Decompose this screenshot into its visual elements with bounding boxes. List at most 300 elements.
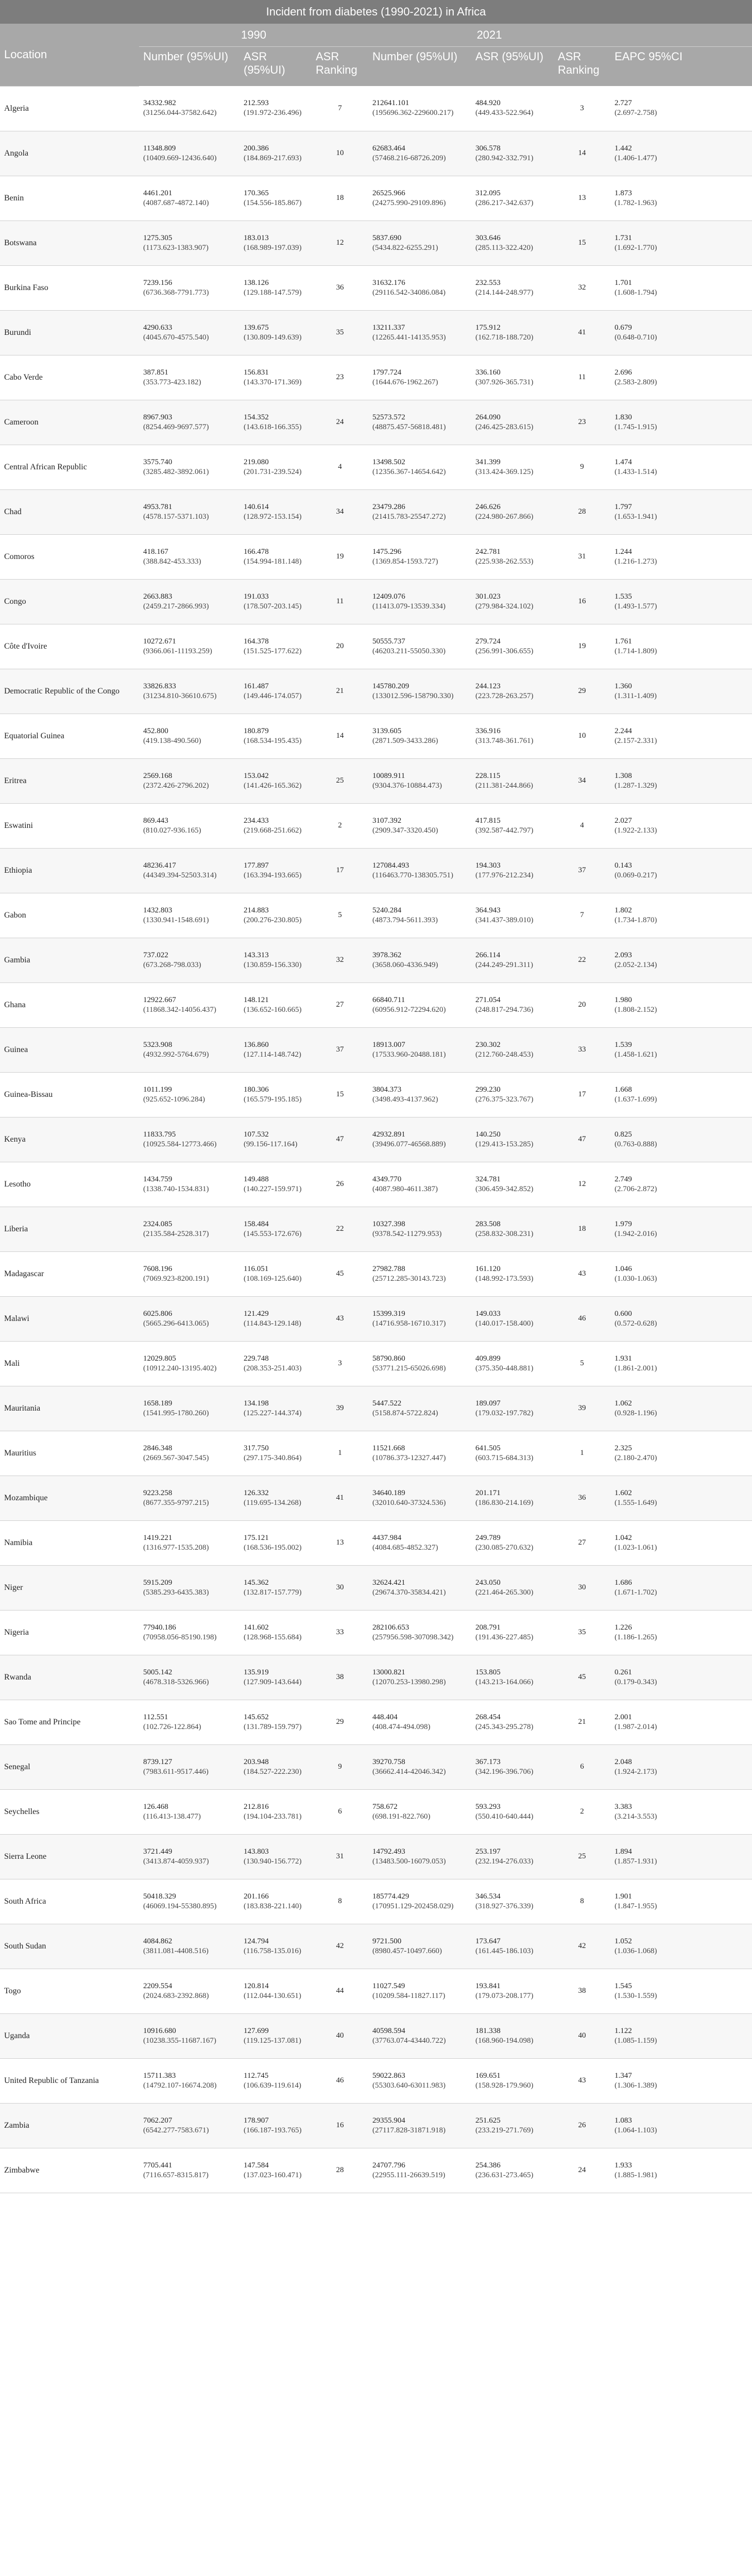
- cell-asr-ranking-1990-value: 3: [338, 1359, 342, 1367]
- cell-number-1990-value: 869.443: [143, 816, 168, 825]
- cell-number-1990-value: 737.022: [143, 951, 168, 959]
- cell-number-1990-ci: (2372.426-2796.202): [143, 781, 209, 790]
- cell-eapc-ci: (1.847-1.955): [614, 1902, 657, 1910]
- cell-asr-ranking-2021-value: 37: [578, 866, 586, 874]
- cell-number-1990: [139, 848, 240, 893]
- cell-asr-2021-ci: (280.942-332.791): [475, 154, 534, 162]
- cell-eapc-value: 1.360: [614, 682, 632, 690]
- cell-eapc-ci: (1.653-1.941): [614, 512, 657, 521]
- cell-eapc-ci: (3.214-3.553): [614, 1812, 657, 1821]
- cell-location-value: Sao Tome and Principe: [4, 1718, 81, 1726]
- cell-number-1990-value: 3575.740: [143, 457, 173, 466]
- cell-asr-1990: [240, 1027, 312, 1072]
- cell-number-2021-ci: (21415.783-25547.272): [372, 512, 446, 521]
- cell-asr-ranking-1990: [312, 221, 368, 265]
- cell-number-2021: [368, 1744, 471, 1789]
- cell-number-2021: [368, 131, 471, 176]
- cell-eapc: [610, 1655, 752, 1700]
- cell-asr-1990-ci: (168.536-195.002): [244, 1543, 302, 1552]
- table-row: [0, 893, 752, 938]
- cell-asr-2021: [471, 1924, 554, 1969]
- cell-asr-2021: [471, 265, 554, 310]
- cell-number-2021: [368, 1476, 471, 1520]
- cell-location-value: Seychelles: [4, 1807, 40, 1816]
- cell-asr-ranking-2021-value: 32: [578, 283, 586, 292]
- cell-number-2021-ci: (9304.376-10884.473): [372, 781, 442, 790]
- cell-number-1990: [139, 758, 240, 803]
- cell-asr-ranking-2021: [554, 848, 610, 893]
- table-row: [0, 1207, 752, 1251]
- cell-asr-ranking-2021: [554, 1655, 610, 1700]
- cell-asr-ranking-2021-value: 5: [580, 1359, 584, 1367]
- cell-location: [0, 803, 139, 848]
- cell-asr-ranking-1990: [312, 1879, 368, 1924]
- cell-asr-1990-value: 191.033: [244, 592, 269, 601]
- cell-asr-2021: [471, 758, 554, 803]
- cell-number-1990: [139, 1296, 240, 1341]
- cell-asr-1990-value: 183.013: [244, 233, 269, 242]
- cell-location: [0, 1924, 139, 1969]
- cell-eapc: [610, 1251, 752, 1296]
- cell-asr-ranking-2021-value: 24: [578, 2166, 586, 2174]
- cell-number-2021-value: 1475.296: [372, 547, 402, 556]
- cell-asr-2021: [471, 848, 554, 893]
- cell-eapc: [610, 176, 752, 221]
- cell-asr-2021-value: 253.197: [475, 1847, 501, 1856]
- cell-location-value: Democratic Republic of the Congo: [4, 687, 119, 696]
- cell-asr-ranking-2021-value: 31: [578, 552, 586, 561]
- cell-asr-2021-ci: (129.413-153.285): [475, 1140, 534, 1148]
- cell-asr-1990-ci: (106.639-119.614): [244, 2081, 301, 2090]
- cell-asr-2021: [471, 938, 554, 982]
- cell-location-value: Gambia: [4, 956, 30, 964]
- cell-number-1990: [139, 2148, 240, 2193]
- cell-asr-1990-ci: (145.553-172.676): [244, 1229, 302, 1238]
- cell-asr-2021-ci: (236.631-273.465): [475, 2171, 534, 2179]
- cell-number-1990-ci: (3413.874-4059.937): [143, 1857, 209, 1866]
- cell-number-1990: [139, 1834, 240, 1879]
- cell-asr-ranking-1990: [312, 400, 368, 445]
- cell-asr-2021-value: 193.841: [475, 1981, 501, 1990]
- cell-asr-ranking-1990-value: 7: [338, 104, 342, 112]
- cell-asr-1990-value: 107.532: [244, 1130, 269, 1139]
- header-1990: 1990: [139, 24, 368, 47]
- cell-asr-1990-value: 143.803: [244, 1847, 269, 1856]
- cell-number-1990-value: 15711.383: [143, 2071, 176, 2080]
- cell-asr-2021-value: 346.534: [475, 1892, 501, 1901]
- cell-asr-ranking-2021: [554, 1296, 610, 1341]
- cell-number-1990-ci: (673.268-798.033): [143, 960, 201, 969]
- cell-asr-2021: [471, 1251, 554, 1296]
- cell-number-1990: [139, 310, 240, 355]
- cell-number-2021-ci: (4873.794-5611.393): [372, 916, 438, 924]
- cell-number-1990-value: 12922.667: [143, 995, 176, 1004]
- cell-asr-ranking-2021: [554, 669, 610, 714]
- cell-asr-2021-value: 161.120: [475, 1264, 501, 1273]
- table-row: [0, 86, 752, 131]
- cell-asr-ranking-2021-value: 16: [578, 597, 586, 605]
- cell-asr-1990-ci: (200.276-230.805): [244, 916, 302, 924]
- cell-eapc: [610, 310, 752, 355]
- cell-location-value: Guinea-Bissau: [4, 1090, 53, 1099]
- cell-eapc: [610, 579, 752, 624]
- cell-eapc-ci: (1.861-2.001): [614, 1364, 657, 1372]
- cell-number-1990-value: 4084.862: [143, 1937, 173, 1945]
- cell-asr-1990-ci: (136.652-160.665): [244, 1005, 302, 1014]
- cell-number-1990: [139, 400, 240, 445]
- cell-asr-2021: [471, 624, 554, 669]
- cell-number-2021: [368, 221, 471, 265]
- cell-asr-2021: [471, 1117, 554, 1162]
- cell-asr-ranking-1990: [312, 2148, 368, 2193]
- cell-asr-2021: [471, 1655, 554, 1700]
- cell-number-2021-value: 66840.711: [372, 995, 405, 1004]
- cell-asr-ranking-1990: [312, 489, 368, 534]
- cell-asr-2021: [471, 355, 554, 400]
- cell-number-2021: [368, 982, 471, 1027]
- cell-number-2021: [368, 714, 471, 758]
- cell-asr-1990-ci: (297.175-340.864): [244, 1453, 302, 1462]
- cell-number-2021: [368, 86, 471, 131]
- cell-eapc-value: 2.001: [614, 1713, 632, 1721]
- cell-location-value: Congo: [4, 597, 26, 606]
- cell-number-2021-ci: (17533.960-20488.181): [372, 1050, 446, 1059]
- cell-asr-ranking-2021-value: 47: [578, 1135, 586, 1143]
- cell-number-2021: [368, 1162, 471, 1207]
- cell-number-1990-ci: (9366.061-11193.259): [143, 647, 212, 655]
- cell-number-1990: [139, 2103, 240, 2148]
- cell-number-1990-value: 112.551: [143, 1713, 168, 1721]
- header-eapc: EAPC 95%CI: [610, 47, 752, 87]
- cell-asr-2021-value: 303.646: [475, 233, 501, 242]
- cell-asr-1990-value: 219.080: [244, 457, 269, 466]
- cell-asr-ranking-1990-value: 1: [338, 1449, 342, 1457]
- cell-asr-ranking-1990: [312, 2058, 368, 2103]
- cell-asr-1990: [240, 1476, 312, 1520]
- cell-asr-2021-value: 249.789: [475, 1533, 501, 1542]
- cell-eapc-value: 1.701: [614, 278, 632, 287]
- cell-asr-ranking-2021: [554, 1476, 610, 1520]
- cell-number-2021: [368, 1924, 471, 1969]
- cell-number-1990-ci: (6736.368-7791.773): [143, 288, 209, 297]
- cell-eapc: [610, 1969, 752, 2013]
- cell-asr-1990-ci: (151.525-177.622): [244, 647, 302, 655]
- cell-number-1990-value: 10916.680: [143, 2026, 176, 2035]
- cell-number-2021: [368, 1207, 471, 1251]
- cell-asr-ranking-1990-value: 15: [336, 1090, 344, 1098]
- cell-asr-1990: [240, 131, 312, 176]
- cell-eapc-ci: (1.608-1.794): [614, 288, 657, 297]
- cell-number-2021-value: 127084.493: [372, 861, 409, 870]
- cell-asr-2021-ci: (212.760-248.453): [475, 1050, 534, 1059]
- cell-eapc: [610, 2058, 752, 2103]
- cell-asr-1990: [240, 2148, 312, 2193]
- cell-asr-ranking-2021: [554, 1565, 610, 1610]
- cell-number-1990-ci: (4678.318-5326.966): [143, 1677, 209, 1686]
- cell-number-1990-value: 48236.417: [143, 861, 176, 870]
- cell-number-1990-value: 5005.142: [143, 1668, 173, 1676]
- cell-number-2021-ci: (5158.874-5722.824): [372, 1409, 438, 1417]
- cell-number-2021-ci: (36662.414-42046.342): [372, 1767, 446, 1776]
- cell-asr-1990-value: 170.365: [244, 189, 269, 197]
- cell-eapc-value: 1.442: [614, 144, 632, 152]
- cell-asr-2021-ci: (221.464-265.300): [475, 1588, 534, 1597]
- cell-asr-2021-value: 228.115: [475, 771, 501, 780]
- cell-eapc: [610, 893, 752, 938]
- cell-asr-ranking-1990-value: 44: [336, 1987, 344, 1995]
- table-row: [0, 669, 752, 714]
- cell-asr-ranking-1990-value: 34: [336, 507, 344, 516]
- cell-asr-ranking-1990-value: 43: [336, 1314, 344, 1323]
- cell-eapc-value: 2.325: [614, 1444, 632, 1452]
- cell-number-1990: [139, 1072, 240, 1117]
- cell-number-2021: [368, 310, 471, 355]
- cell-asr-1990-value: 140.614: [244, 502, 269, 511]
- cell-asr-2021-ci: (186.830-214.169): [475, 1498, 534, 1507]
- cell-number-1990: [139, 86, 240, 131]
- cell-number-1990: [139, 1969, 240, 2013]
- cell-asr-2021-value: 230.302: [475, 1040, 501, 1049]
- cell-number-1990: [139, 1117, 240, 1162]
- cell-eapc: [610, 221, 752, 265]
- cell-location-value: Sierra Leone: [4, 1852, 47, 1861]
- cell-number-1990-ci: (7983.611-9517.446): [143, 1767, 209, 1776]
- cell-asr-1990-value: 234.433: [244, 816, 269, 825]
- cell-asr-2021-value: 301.023: [475, 592, 501, 601]
- cell-number-1990: [139, 1520, 240, 1565]
- cell-eapc-value: 1.894: [614, 1847, 632, 1856]
- cell-number-2021-ci: (11413.079-13539.334): [372, 602, 446, 611]
- cell-asr-1990-ci: (178.507-203.145): [244, 602, 302, 611]
- cell-location-value: Mali: [4, 1359, 20, 1368]
- cell-asr-1990-ci: (163.394-193.665): [244, 871, 302, 879]
- cell-asr-1990-value: 156.831: [244, 368, 269, 377]
- cell-number-1990-ci: (419.138-490.560): [143, 736, 201, 745]
- cell-location-value: Ethiopia: [4, 866, 32, 875]
- cell-asr-ranking-2021: [554, 1879, 610, 1924]
- cell-number-1990-ci: (70958.056-85190.198): [143, 1633, 217, 1641]
- cell-number-2021-ci: (1369.854-1593.727): [372, 557, 438, 566]
- cell-number-2021-value: 4437.984: [372, 1533, 402, 1542]
- cell-asr-ranking-2021-value: 25: [578, 1852, 586, 1860]
- table-row: [0, 489, 752, 534]
- cell-eapc: [610, 2013, 752, 2058]
- cell-asr-2021: [471, 86, 554, 131]
- cell-number-1990-ci: (1316.977-1535.208): [143, 1543, 209, 1552]
- cell-asr-2021: [471, 579, 554, 624]
- cell-location-value: Chad: [4, 507, 22, 516]
- cell-asr-ranking-2021-value: 46: [578, 1314, 586, 1323]
- cell-asr-1990-value: 200.386: [244, 144, 269, 152]
- cell-asr-ranking-1990-value: 13: [336, 1538, 344, 1547]
- cell-asr-2021-ci: (168.960-194.098): [475, 2036, 534, 2045]
- cell-asr-1990: [240, 1565, 312, 1610]
- cell-number-2021-ci: (12070.253-13980.298): [372, 1677, 446, 1686]
- table-row: [0, 1700, 752, 1744]
- cell-location: [0, 355, 139, 400]
- cell-asr-ranking-1990: [312, 534, 368, 579]
- cell-number-2021-value: 3139.605: [372, 726, 402, 735]
- cell-asr-1990: [240, 1296, 312, 1341]
- cell-eapc-value: 1.761: [614, 637, 632, 646]
- cell-number-1990-ci: (11868.342-14056.437): [143, 1005, 216, 1014]
- cell-location-value: South Africa: [4, 1897, 46, 1906]
- cell-asr-2021: [471, 714, 554, 758]
- cell-number-1990-value: 34332.982: [143, 99, 176, 108]
- cell-number-1990: [139, 534, 240, 579]
- cell-number-2021: [368, 2013, 471, 2058]
- cell-asr-1990-ci: (132.817-157.779): [244, 1588, 302, 1597]
- header-number-2021: Number (95%UI): [368, 47, 471, 87]
- cell-asr-1990-ci: (130.940-156.772): [244, 1857, 302, 1866]
- cell-asr-2021: [471, 1520, 554, 1565]
- cell-asr-1990: [240, 265, 312, 310]
- cell-asr-ranking-1990: [312, 714, 368, 758]
- cell-number-1990-value: 2209.554: [143, 1981, 173, 1990]
- cell-eapc-ci: (1.692-1.770): [614, 243, 657, 252]
- cell-number-1990-value: 8739.127: [143, 1757, 173, 1766]
- cell-location-value: Namibia: [4, 1538, 33, 1547]
- cell-asr-ranking-2021-value: 7: [580, 911, 584, 919]
- cell-number-2021-value: 62683.464: [372, 144, 405, 152]
- cell-number-1990-value: 5915.209: [143, 1578, 173, 1587]
- cell-number-1990-value: 7239.156: [143, 278, 173, 287]
- cell-asr-2021-value: 169.651: [475, 2071, 501, 2080]
- cell-number-1990-value: 5323.908: [143, 1040, 173, 1049]
- table-row: [0, 1744, 752, 1789]
- cell-number-2021: [368, 534, 471, 579]
- cell-asr-ranking-1990: [312, 758, 368, 803]
- cell-number-2021-ci: (8980.457-10497.660): [372, 1946, 442, 1955]
- cell-asr-ranking-2021: [554, 221, 610, 265]
- cell-eapc-value: 0.825: [614, 1130, 632, 1139]
- cell-eapc: [610, 1520, 752, 1565]
- cell-number-2021-ci: (3658.060-4336.949): [372, 960, 438, 969]
- cell-asr-1990-ci: (108.169-125.640): [244, 1274, 302, 1283]
- cell-asr-2021-ci: (306.459-342.852): [475, 1184, 534, 1193]
- cell-eapc-value: 2.749: [614, 1175, 632, 1183]
- cell-location-value: Niger: [4, 1583, 23, 1592]
- cell-asr-1990-value: 153.042: [244, 771, 269, 780]
- cell-number-1990: [139, 1251, 240, 1296]
- cell-eapc-ci: (1.808-2.152): [614, 1005, 657, 1014]
- cell-eapc-ci: (2.180-2.470): [614, 1453, 657, 1462]
- cell-asr-ranking-2021: [554, 1027, 610, 1072]
- cell-number-2021-value: 15399.319: [372, 1309, 405, 1318]
- cell-asr-ranking-2021-value: 35: [578, 1628, 586, 1636]
- cell-asr-ranking-1990: [312, 1027, 368, 1072]
- cell-asr-1990: [240, 534, 312, 579]
- cell-asr-1990: [240, 1610, 312, 1655]
- cell-number-1990: [139, 1879, 240, 1924]
- cell-asr-1990-value: 164.378: [244, 637, 269, 646]
- cell-asr-2021-value: 593.293: [475, 1802, 501, 1811]
- cell-number-1990: [139, 1162, 240, 1207]
- cell-number-2021: [368, 1431, 471, 1476]
- cell-eapc: [610, 1431, 752, 1476]
- table-row: [0, 1386, 752, 1431]
- cell-asr-ranking-2021-value: 43: [578, 2076, 586, 2084]
- cell-number-1990-ci: (1338.740-1534.831): [143, 1184, 209, 1193]
- cell-number-2021-ci: (9378.542-11279.953): [372, 1229, 442, 1238]
- cell-asr-2021-ci: (244.249-291.311): [475, 960, 533, 969]
- cell-asr-ranking-1990: [312, 1341, 368, 1386]
- cell-eapc-value: 1.668: [614, 1085, 632, 1094]
- cell-asr-ranking-2021: [554, 2058, 610, 2103]
- cell-asr-ranking-1990: [312, 803, 368, 848]
- cell-asr-2021: [471, 1565, 554, 1610]
- cell-location: [0, 669, 139, 714]
- table-row: [0, 1520, 752, 1565]
- incidence-table: [0, 24, 752, 2193]
- cell-asr-2021-ci: (246.425-283.615): [475, 422, 534, 431]
- cell-asr-2021: [471, 1386, 554, 1431]
- cell-eapc-value: 1.686: [614, 1578, 632, 1587]
- cell-number-2021-ci: (408.474-494.098): [372, 1722, 431, 1731]
- cell-number-2021: [368, 1565, 471, 1610]
- cell-asr-2021-value: 173.647: [475, 1937, 501, 1945]
- header-eapc-spacer: [610, 24, 752, 47]
- cell-asr-1990: [240, 714, 312, 758]
- cell-asr-ranking-1990-value: 30: [336, 1583, 344, 1591]
- cell-asr-2021: [471, 803, 554, 848]
- cell-number-1990: [139, 1386, 240, 1431]
- cell-asr-ranking-1990: [312, 1520, 368, 1565]
- cell-asr-1990: [240, 1744, 312, 1789]
- cell-number-1990: [139, 1744, 240, 1789]
- header-asr-2021: ASR (95%UI): [471, 47, 554, 87]
- cell-location-value: Mauritania: [4, 1404, 41, 1413]
- cell-number-1990-ci: (5665.296-6413.065): [143, 1319, 209, 1328]
- cell-asr-2021-value: 341.399: [475, 457, 501, 466]
- cell-location: [0, 938, 139, 982]
- cell-asr-2021-ci: (232.194-276.033): [475, 1857, 534, 1866]
- cell-eapc-value: 1.474: [614, 457, 632, 466]
- cell-asr-ranking-2021: [554, 2148, 610, 2193]
- cell-number-1990: [139, 803, 240, 848]
- cell-asr-1990-value: 124.794: [244, 1937, 269, 1945]
- cell-eapc: [610, 1162, 752, 1207]
- cell-asr-1990: [240, 1520, 312, 1565]
- table-row: [0, 1879, 752, 1924]
- cell-asr-ranking-1990-value: 31: [336, 1852, 344, 1860]
- cell-asr-ranking-1990-value: 39: [336, 1404, 344, 1412]
- cell-asr-2021-value: 242.781: [475, 547, 501, 556]
- cell-asr-ranking-2021-value: 41: [578, 328, 586, 336]
- cell-number-1990: [139, 445, 240, 489]
- table-row: [0, 2058, 752, 2103]
- cell-number-2021-ci: (257956.598-307098.342): [372, 1633, 454, 1641]
- cell-asr-ranking-1990-value: 40: [336, 2031, 344, 2040]
- cell-asr-1990-ci: (143.618-166.355): [244, 422, 302, 431]
- cell-eapc-value: 0.600: [614, 1309, 632, 1318]
- cell-number-1990-value: 1658.189: [143, 1399, 173, 1408]
- cell-asr-ranking-2021: [554, 1431, 610, 1476]
- cell-asr-2021-value: 189.097: [475, 1399, 501, 1408]
- cell-number-2021: [368, 1655, 471, 1700]
- table-row: [0, 1655, 752, 1700]
- cell-asr-2021: [471, 1700, 554, 1744]
- cell-asr-2021-ci: (233.219-271.769): [475, 2126, 534, 2134]
- cell-location-value: Botswana: [4, 239, 37, 247]
- cell-asr-2021-value: 641.505: [475, 1444, 501, 1452]
- cell-number-2021: [368, 893, 471, 938]
- cell-location: [0, 1072, 139, 1117]
- cell-asr-2021: [471, 1207, 554, 1251]
- cell-number-1990-value: 11348.809: [143, 144, 176, 152]
- table-row: [0, 310, 752, 355]
- cell-asr-2021-ci: (258.832-308.231): [475, 1229, 534, 1238]
